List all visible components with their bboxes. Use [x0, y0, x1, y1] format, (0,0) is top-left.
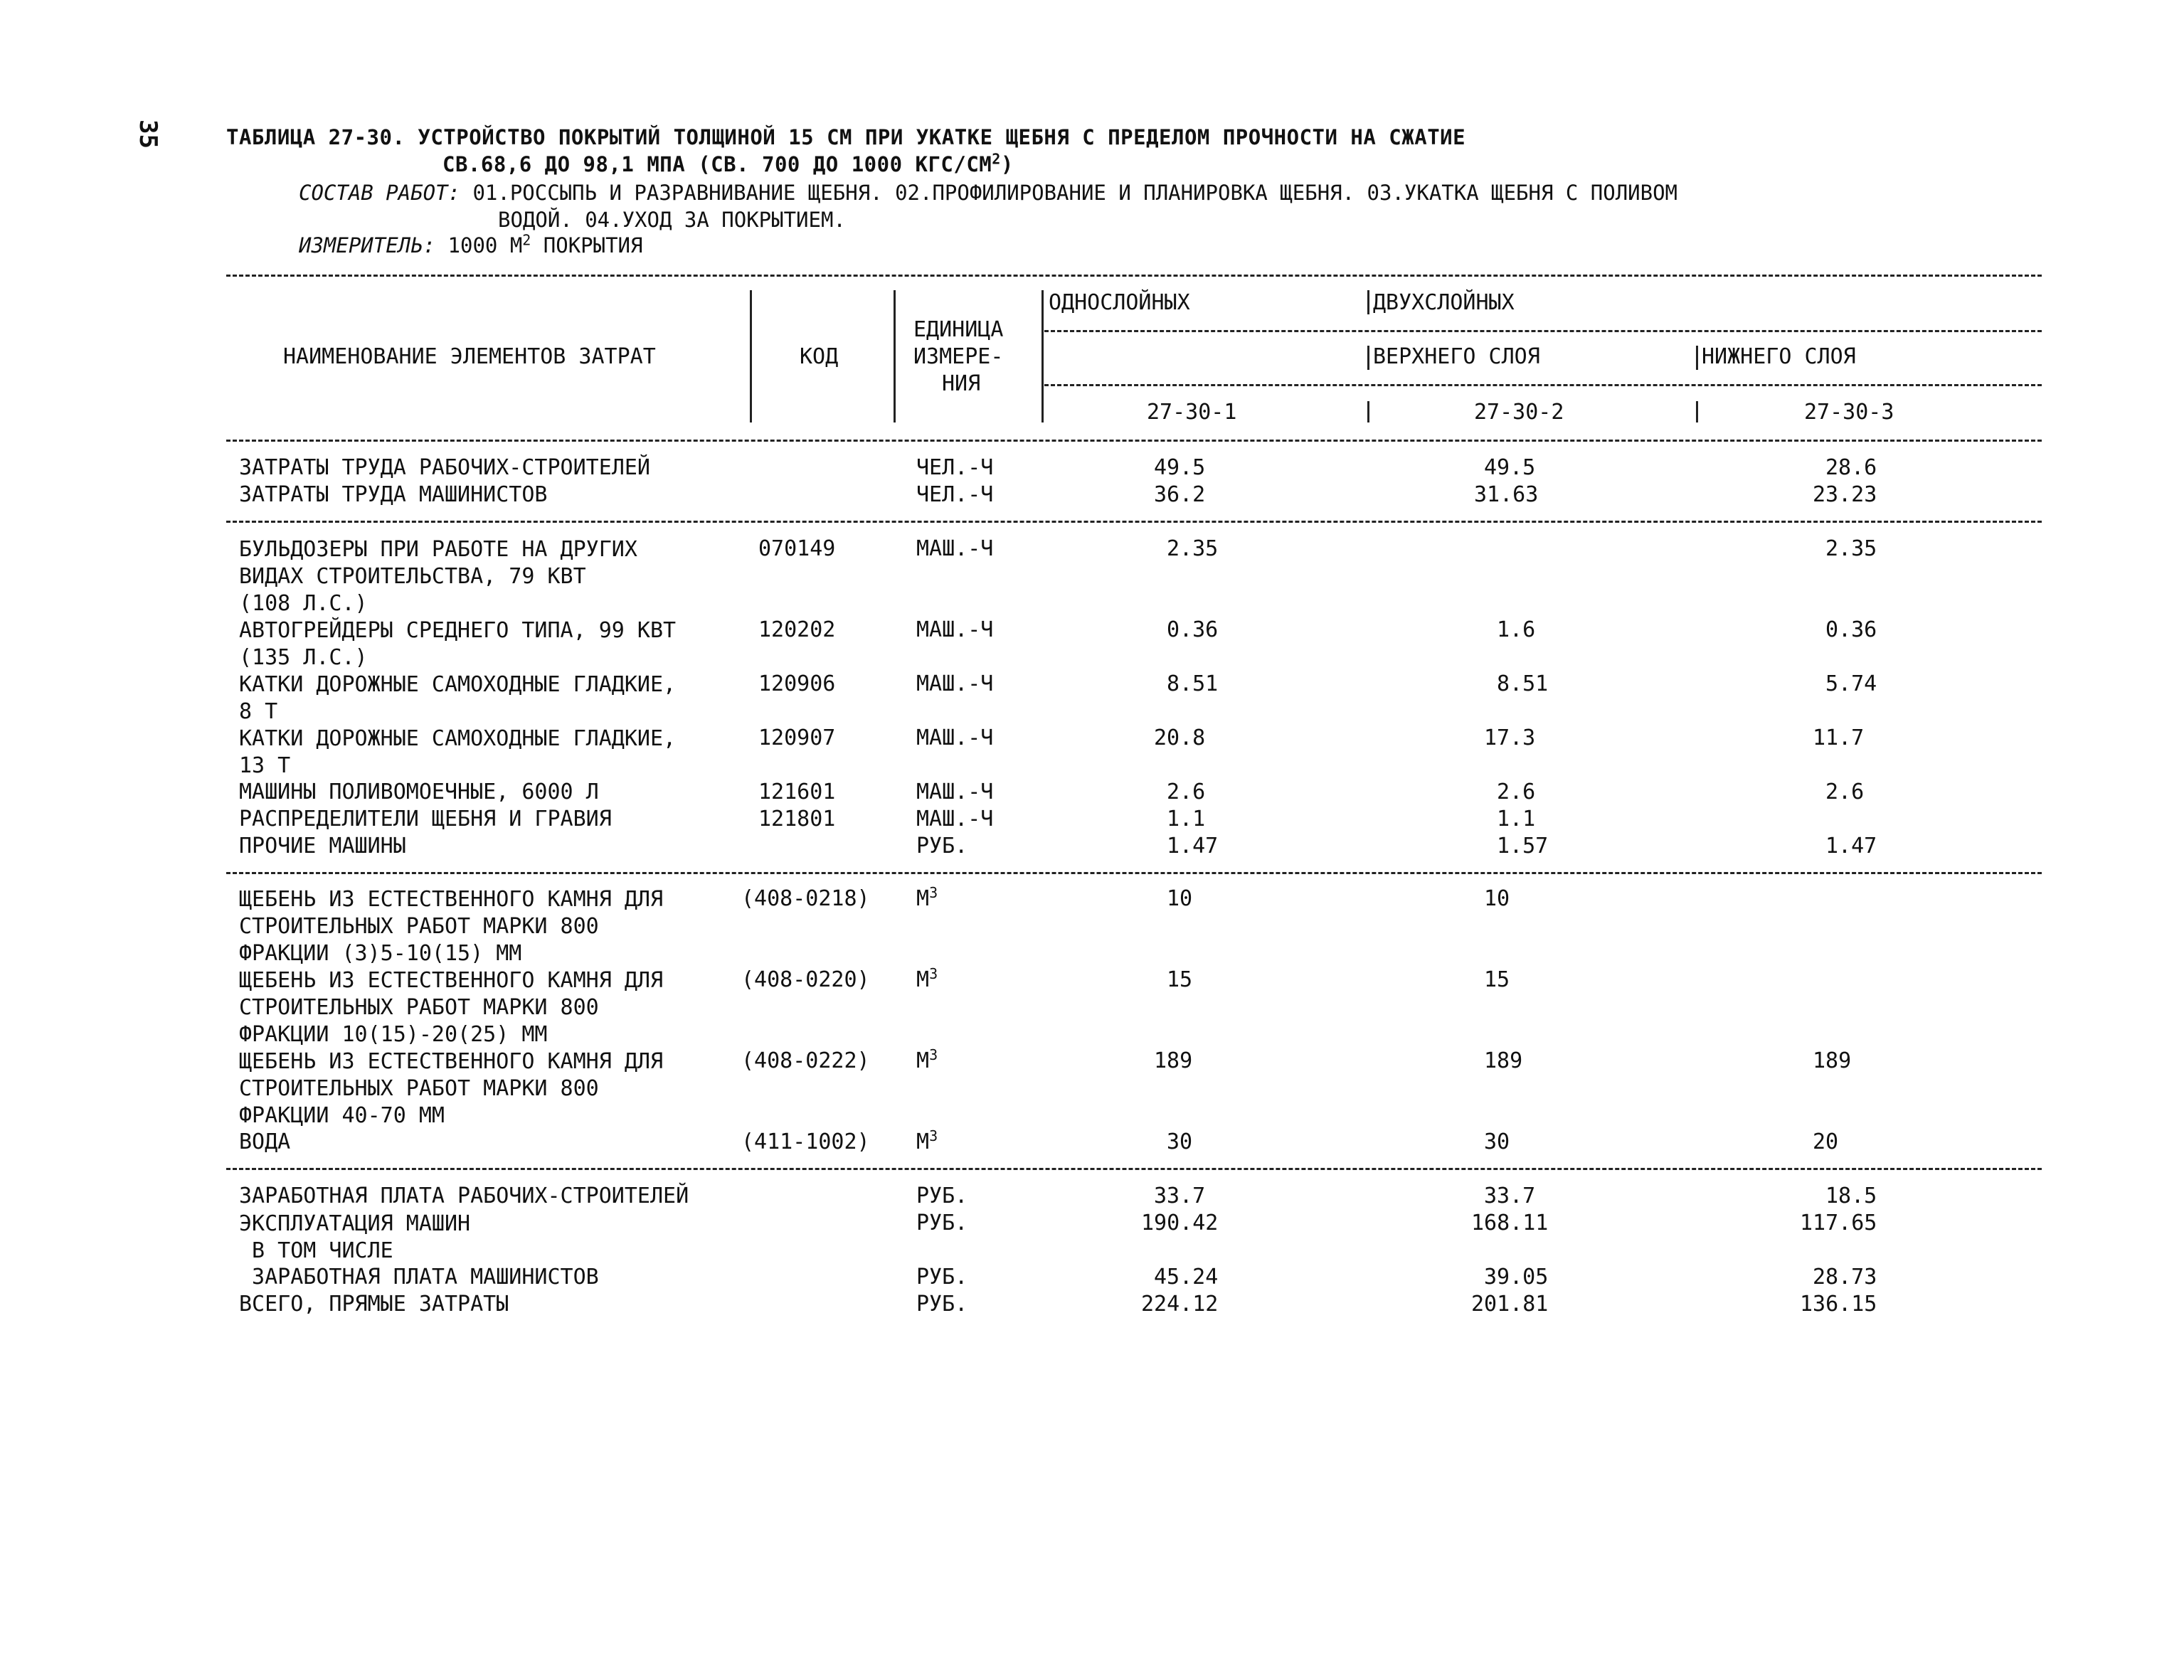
header-code-27-30-3: 27-30-3 [1804, 400, 1894, 425]
row-code: 120906 [758, 671, 836, 696]
row-unit: ЧЕЛ.-Ч [916, 455, 994, 480]
row-value-27-30-2: 201.81 [1471, 1292, 1549, 1317]
header-unit-line-2: ИЗМЕРЕ- [913, 344, 1004, 369]
row-name: ЗАТРАТЫ ТРУДА РАБОЧИХ-СТРОИТЕЛЕЙ [239, 455, 650, 480]
row-value-27-30-1: 1.1 [1167, 807, 1206, 831]
row-value-27-30-3: 0.36 [1825, 617, 1877, 642]
row-name: ЩЕБЕНЬ ИЗ ЕСТЕСТВЕННОГО КАМНЯ ДЛЯ СТРОИТЕЛЬНЫХ РАБОТ МАРКИ 800 ФРАКЦИИ 40-70 ММ [239, 1049, 664, 1128]
header-divider-c2 [1367, 401, 1369, 422]
row-value-27-30-2: 10 [1484, 886, 1510, 911]
row-unit: РУБ. [916, 1292, 968, 1317]
row-name: КАТКИ ДОРОЖНЫЕ САМОХОДНЫЕ ГЛАДКИЕ, 8 Т [239, 672, 677, 724]
row-unit: РУБ. [916, 1265, 968, 1290]
header-unit-line-1: ЕДИНИЦА [913, 317, 1004, 342]
row-value-27-30-1: 15 [1167, 967, 1193, 992]
row-value-27-30-2: 8.51 [1497, 671, 1549, 696]
row-name: ЗАРАБОТНАЯ ПЛАТА РАБОЧИХ-СТРОИТЕЛЕЙ [239, 1184, 689, 1208]
header-upper-layer: ВЕРХНЕГО СЛОЯ [1373, 344, 1540, 369]
row-name: МАШИНЫ ПОЛИВОМОЕЧНЫЕ, 6000 Л [239, 780, 599, 804]
header-code-27-30-1: 27-30-1 [1147, 400, 1237, 425]
row-code: (408-0220) [741, 967, 870, 992]
meter-label: ИЗМЕРИТЕЛЬ: [299, 233, 436, 257]
row-value-27-30-1: 33.7 [1154, 1184, 1206, 1208]
row-value-27-30-2: 39.05 [1484, 1265, 1549, 1290]
header-bottom-rule [226, 440, 2042, 442]
row-unit: МАШ.-Ч [916, 807, 994, 831]
row-value-27-30-2: 49.5 [1484, 455, 1536, 480]
group-rule-3 [226, 1168, 2042, 1170]
header-divider-unit [894, 290, 896, 422]
row-value-27-30-2: 189 [1484, 1048, 1523, 1073]
row-unit: МАШ.-Ч [916, 671, 994, 696]
row-code: 121601 [758, 780, 836, 804]
row-unit: МАШ.-Ч [916, 536, 994, 561]
row-value-27-30-1: 2.35 [1167, 536, 1219, 561]
row-code: 121801 [758, 807, 836, 831]
row-value-27-30-1: 189 [1154, 1048, 1193, 1073]
row-value-27-30-1: 2.6 [1167, 780, 1206, 804]
row-name: ВСЕГО, ПРЯМЫЕ ЗАТРАТЫ [239, 1292, 509, 1317]
table-title-line-2: СВ.68,6 ДО 98,1 МПА (СВ. 700 ДО 1000 КГС/$СМ^2$) [442, 150, 1014, 176]
row-code: 120202 [758, 617, 836, 642]
table-title-line-1: ТАБЛИЦА 27-30. УСТРОЙСТВО ПОКРЫТИЙ ТОЛЩИНОЙ 15 СМ ПРИ УКАТКЕ ЩЕБНЯ С ПРЕДЕЛОМ ПРОЧНОСТИ НА СЖАТИЕ [226, 125, 1466, 149]
row-value-27-30-1: 45.24 [1154, 1265, 1219, 1290]
row-value-27-30-2: 168.11 [1471, 1211, 1549, 1235]
row-value-27-30-2: 17.3 [1484, 725, 1536, 750]
row-value-27-30-3: 20 [1813, 1129, 1839, 1154]
header-divider-c3 [1696, 401, 1698, 422]
row-value-27-30-3: 117.65 [1800, 1211, 1877, 1235]
row-name: КАТКИ ДОРОЖНЫЕ САМОХОДНЫЕ ГЛАДКИЕ, 13 Т [239, 726, 677, 778]
row-value-27-30-1: 190.42 [1141, 1211, 1219, 1235]
header-code-27-30-2: 27-30-2 [1474, 400, 1564, 425]
row-value-27-30-2: 15 [1484, 967, 1510, 992]
header-divider-upper [1367, 346, 1369, 370]
row-name: РАСПРЕДЕЛИТЕЛИ ЩЕБНЯ И ГРАВИЯ [239, 807, 612, 831]
row-name: ВОДА [239, 1129, 291, 1154]
row-value-27-30-3: 189 [1813, 1048, 1852, 1073]
row-value-27-30-2: 1.6 [1497, 617, 1536, 642]
row-value-27-30-1: 49.5 [1154, 455, 1206, 480]
row-value-27-30-2: 31.63 [1474, 482, 1539, 507]
row-name: АВТОГРЕЙДЕРЫ СРЕДНЕГО ТИПА, 99 КВТ (135 Л.С.) [239, 618, 677, 670]
row-value-27-30-2: 1.57 [1497, 834, 1549, 858]
row-unit: ЧЕЛ.-Ч [916, 482, 994, 507]
row-value-27-30-1: 20.8 [1154, 725, 1206, 750]
row-name: ЗАТРАТЫ ТРУДА МАШИНИСТОВ [239, 482, 548, 507]
header-code: КОД [800, 344, 839, 369]
row-unit: РУБ. [916, 1211, 968, 1235]
header-name: НАИМЕНОВАНИЕ ЭЛЕМЕНТОВ ЗАТРАТ [283, 344, 656, 369]
header-single-layer: ОДНОСЛОЙНЫХ [1049, 290, 1190, 315]
header-unit-line-3: НИЯ [942, 371, 981, 396]
group-rule-1 [226, 521, 2042, 523]
row-value-27-30-3: 28.73 [1813, 1265, 1877, 1290]
meter-line: ИЗМЕРИТЕЛЬ: 1000 $М^2$ ПОКРЫТИЯ [299, 231, 643, 257]
row-name: ЭКСПЛУАТАЦИЯ МАШИН В ТОМ ЧИСЛЕ [239, 1211, 471, 1263]
header-divider-code [750, 290, 752, 422]
row-value-27-30-3: 136.15 [1800, 1292, 1877, 1317]
row-name: ПРОЧИЕ МАШИНЫ [239, 834, 406, 858]
row-unit: РУБ. [916, 1184, 968, 1208]
work-composition-label: СОСТАВ РАБОТ: [299, 181, 460, 205]
row-value-27-30-1: 36.2 [1154, 482, 1206, 507]
row-value-27-30-1: 224.12 [1141, 1292, 1219, 1317]
row-value-27-30-2: 30 [1484, 1129, 1510, 1154]
row-value-27-30-3: 18.5 [1825, 1184, 1877, 1208]
row-name: БУЛЬДОЗЕРЫ ПРИ РАБОТЕ НА ДРУГИХ ВИДАХ СТРОИТЕЛЬСТВА, 79 КВТ (108 Л.С.) [239, 537, 637, 616]
header-lower-layer: НИЖНЕГО СЛОЯ [1702, 344, 1856, 369]
header-top-rule [226, 275, 2042, 277]
header-rule-double [1044, 330, 2042, 332]
row-name: ЗАРАБОТНАЯ ПЛАТА МАШИНИСТОВ [239, 1265, 599, 1290]
row-value-27-30-1: 1.47 [1167, 834, 1219, 858]
row-unit: $М^3$ [916, 884, 938, 911]
row-code: (408-0222) [741, 1048, 870, 1073]
row-value-27-30-2: 1.1 [1497, 807, 1536, 831]
work-composition-line-1: СОСТАВ РАБОТ: 01.РОССЫПЬ И РАЗРАВНИВАНИЕ ЩЕБНЯ. 02.ПРОФИЛИРОВАНИЕ И ПЛАНИРОВКА ЩЕБНЯ. 03.УКАТКА ЩЕБНЯ С ПОЛИВОМ [299, 181, 1678, 205]
row-value-27-30-1: 30 [1167, 1129, 1193, 1154]
row-code: (411-1002) [741, 1129, 870, 1154]
group-rule-2 [226, 872, 2042, 874]
row-value-27-30-1: 0.36 [1167, 617, 1219, 642]
row-unit: $М^3$ [916, 965, 938, 992]
row-unit: МАШ.-Ч [916, 725, 994, 750]
row-unit: МАШ.-Ч [916, 780, 994, 804]
row-code: 070149 [758, 536, 836, 561]
row-name: ЩЕБЕНЬ ИЗ ЕСТЕСТВЕННОГО КАМНЯ ДЛЯ СТРОИТЕЛЬНЫХ РАБОТ МАРКИ 800 ФРАКЦИИ 10(15)-20(25) ММ [239, 968, 664, 1047]
row-value-27-30-2: 33.7 [1484, 1184, 1536, 1208]
row-unit: МАШ.-Ч [916, 617, 994, 642]
row-unit: РУБ. [916, 834, 968, 858]
work-composition-line-2: ВОДОЙ. 04.УХОД ЗА ПОКРЫТИЕМ. [498, 208, 846, 232]
row-name: ЩЕБЕНЬ ИЗ ЕСТЕСТВЕННОГО КАМНЯ ДЛЯ СТРОИТЕЛЬНЫХ РАБОТ МАРКИ 800 ФРАКЦИИ (3)5-10(15) ММ [239, 887, 664, 966]
row-value-27-30-2: 2.6 [1497, 780, 1536, 804]
row-value-27-30-3: 1.47 [1825, 834, 1877, 858]
row-value-27-30-1: 10 [1167, 886, 1193, 911]
header-double-layer: ДВУХСЛОЙНЫХ [1373, 290, 1515, 315]
page-number: 35 [134, 119, 162, 149]
row-value-27-30-1: 8.51 [1167, 671, 1219, 696]
row-code: 120907 [758, 725, 836, 750]
row-unit: $М^3$ [916, 1046, 938, 1073]
row-unit: $М^3$ [916, 1127, 938, 1154]
header-divider-double [1367, 290, 1369, 314]
row-value-27-30-3: 2.6 [1825, 780, 1865, 804]
header-divider-lower [1696, 346, 1698, 370]
row-value-27-30-3: 2.35 [1825, 536, 1877, 561]
row-value-27-30-3: 5.74 [1825, 671, 1877, 696]
row-value-27-30-3: 28.6 [1825, 455, 1877, 480]
header-rule-codes [1044, 384, 2042, 386]
header-divider-single [1041, 290, 1044, 422]
row-code: (408-0218) [741, 886, 870, 911]
row-value-27-30-3: 11.7 [1813, 725, 1865, 750]
row-value-27-30-3: 23.23 [1813, 482, 1877, 507]
